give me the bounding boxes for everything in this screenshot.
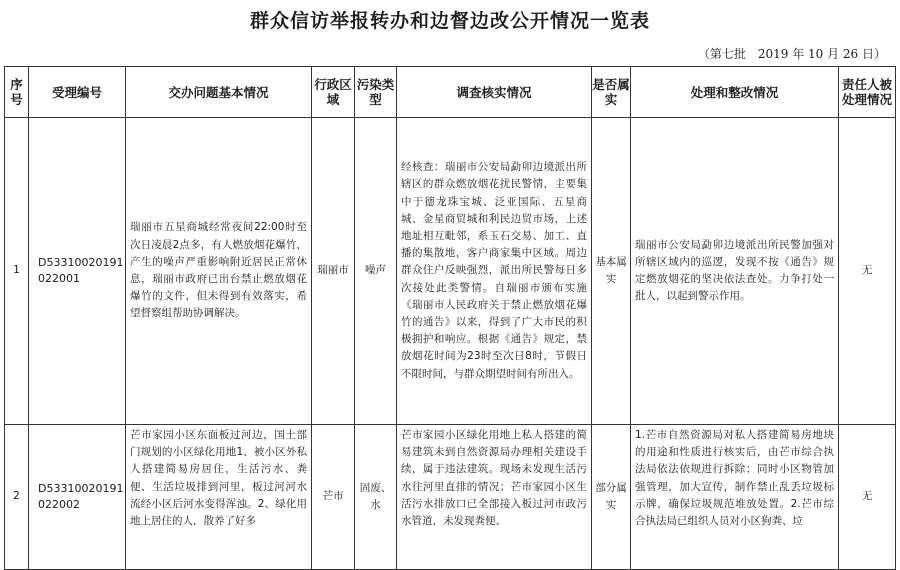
pollution-type-cell: 固废、水 — [355, 425, 397, 570]
column-header: 受理编号 — [29, 67, 126, 118]
handling-cell: 瑞丽市公安局勐卯边境派出所民警加强对所辖区域内的巡逻，发现不按《通告》规定燃放烟花的坚决依法查处。力争打处一批人，以起到警示作用。 — [631, 118, 839, 425]
issue-description: 瑞丽市五星商城经常夜间22:00时至次日凌晨2点多，有人燃放烟花爆竹，产生的噪声严重影响附近居民正常休息，瑞丽市政府已出台禁止燃放烟花爆竹的文件，但未得到有效落实，希望督察组帮助协调解决。 — [126, 118, 312, 425]
column-header: 行政区域 — [312, 67, 355, 118]
table-header-row — [5, 67, 896, 118]
column-header: 序号 — [5, 67, 29, 118]
table-row — [5, 118, 896, 425]
column-header: 调查核实情况 — [397, 67, 592, 118]
accountability-cell: 无 — [839, 118, 896, 425]
row-number: 1 — [5, 118, 29, 425]
column-header: 处理和整改情况 — [631, 67, 839, 118]
column-header: 责任人被处理情况 — [839, 67, 896, 118]
verified-cell: 基本属实 — [592, 118, 631, 425]
column-header: 交办问题基本情况 — [126, 67, 312, 118]
column-header: 是否属实 — [592, 67, 631, 118]
pollution-type-cell: 噪声 — [355, 118, 397, 425]
batch-date: （第七批 2019 年 10 月 26 日） — [697, 47, 886, 61]
issue-description: 芒市家园小区东面板过河边，国土部门规划的小区绿化用地1、被小区外私人搭建简易房居住，生活污水、粪便、生活垃圾排到河里，板过河河水流经小区后河水变得浑浊。2、绿化用地上居住的人，散养了好多 — [130, 429, 307, 528]
handling-cell: 1.芒市自然资源局对私人搭建简易房地块的用途和性质进行核实后，由芒市综合执法局依法依规进行拆除；同时小区物管加强管理，加大宣传，制作禁止乱丢垃圾标示牌，确保垃圾规范堆放处置。2.芒市综合执法局已组织人员对小区狗粪、垃 — [635, 429, 834, 528]
page-title: 群众信访举报转办和边督边改公开情况一览表 — [249, 10, 650, 32]
accountability-cell: 无 — [839, 425, 896, 570]
investigation-cell: 经核查：瑞丽市公安局勐卯边境派出所辖区的群众燃放烟花扰民警情，主要集中于德龙珠宝城、泛亚国际、五星商城、金星商贸城和利民边贸市场，上述地址相互毗邻，系玉石交易、加工、直播的集散地，客户商家集中区域。周边群众住户反映强烈，派出所民警每日多次接处此类警情。自瑞丽市颁布实施《瑞丽市人民政府关于禁止燃放烟花爆竹的通告》以来，得到了广大市民的积极拥护和响应。根据《通告》规定，禁放烟花时间为23时至次日8时，节假日不限时间，与群众期望时间有所出入。 — [397, 118, 592, 425]
table-row — [5, 425, 896, 570]
case-code: D53310020191022002 — [29, 425, 126, 570]
case-code: D53310020191022001 — [29, 118, 126, 425]
column-header: 污染类型 — [355, 67, 397, 118]
row-number: 2 — [5, 425, 29, 570]
investigation-cell: 芒市家园小区绿化用地上私人搭建的简易建筑未到自然资源局办理相关建设手续，属于违法建筑。现场未发现生活污水往河里直排的情况；芒市家园小区生活污水排放口已全部接入板过河市政污水管道，未发现粪便、 — [401, 429, 587, 528]
region-cell: 瑞丽市 — [312, 118, 355, 425]
verified-cell: 部分属实 — [592, 425, 631, 570]
report-table — [4, 66, 896, 570]
region-cell: 芒市 — [312, 425, 355, 570]
